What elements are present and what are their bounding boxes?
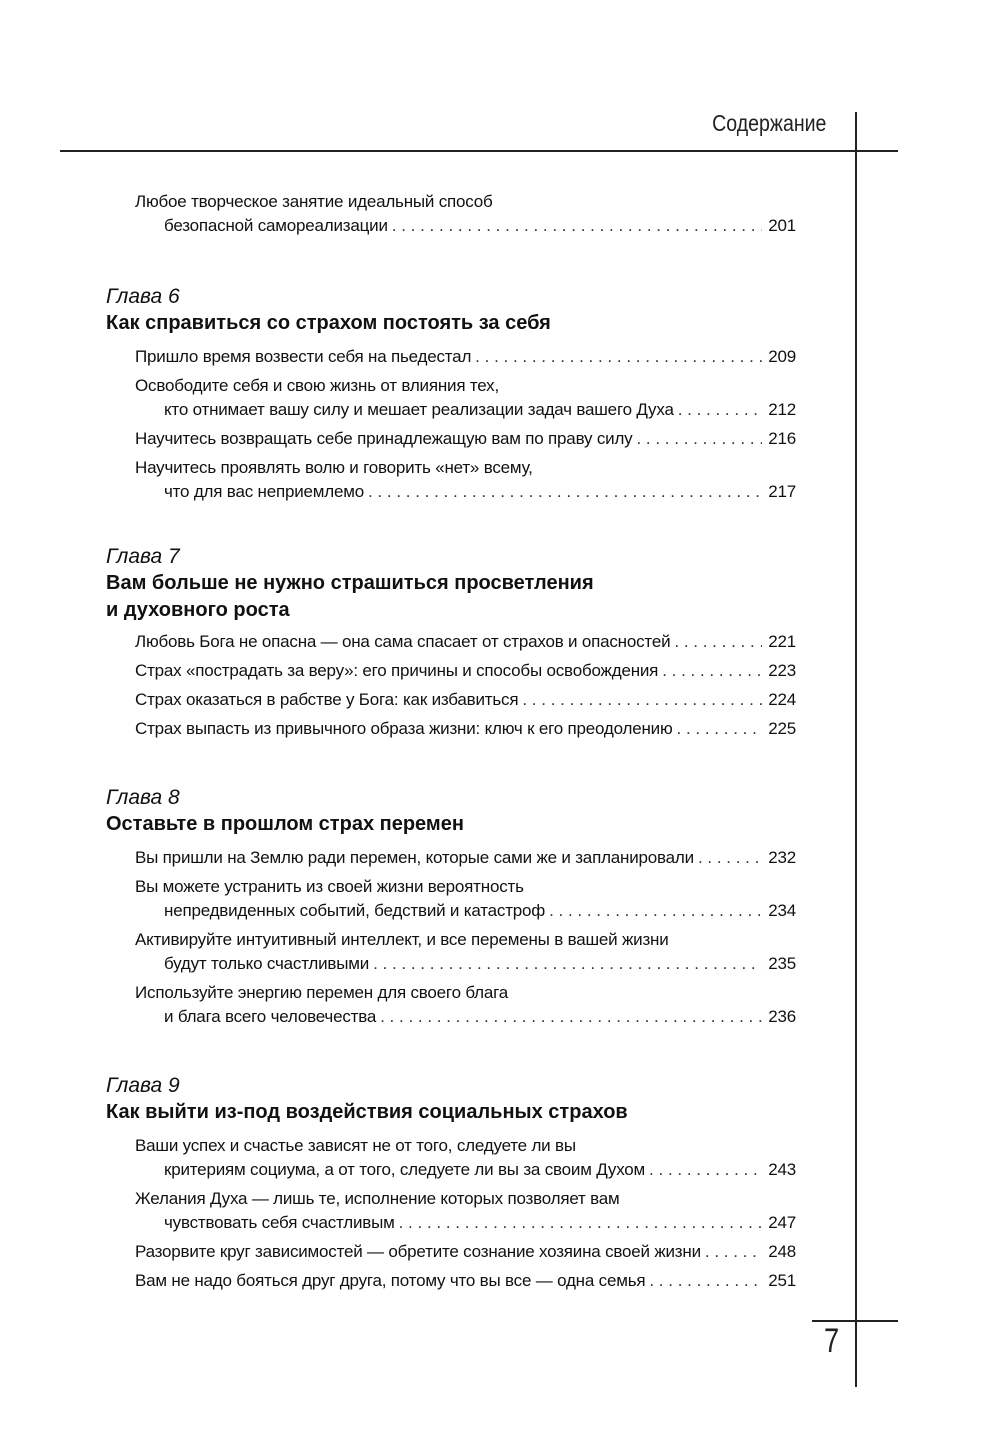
toc-entry-line: Освободите себя и свою жизнь от влияния тех,: [135, 376, 499, 395]
toc-entry[interactable]: [135, 875, 796, 923]
toc-entry-line: Вы можете устранить из своей жизни вероятность: [135, 877, 524, 896]
toc-entry[interactable]: [135, 1134, 796, 1182]
page-number: 7: [824, 1322, 840, 1360]
page-ref: 212: [768, 400, 796, 419]
leader-dots: [373, 952, 762, 976]
toc-entry-line: Научитесь проявлять волю и говорить «нет» всему,: [135, 458, 533, 477]
leader-dots: [636, 427, 762, 451]
page-ref: 236: [768, 1007, 796, 1026]
page-ref: 232: [768, 848, 796, 867]
toc-entry-line: Разорвите круг зависимостей — обретите сознание хозяина своей жизни: [135, 1242, 701, 1261]
leader-dots: [522, 688, 762, 712]
chapter-8: [106, 785, 796, 1029]
page-ref: 234: [768, 901, 796, 920]
page-ref: 243: [768, 1160, 796, 1179]
toc-entry[interactable]: [135, 659, 796, 683]
toc-entry-line: Активируйте интуитивный интеллект, и все перемены в вашей жизни: [135, 930, 669, 949]
chapter-label: Глава 7: [106, 545, 180, 568]
toc-entry-line: Страх «пострадать за веру»: его причины и способы освобождения: [135, 661, 659, 680]
toc-entry-line: будут только счастливыми: [164, 954, 370, 973]
leader-dots: [705, 1240, 762, 1264]
chapter-title[interactable]: Как справиться со страхом постоять за себя: [106, 312, 551, 334]
leader-dots: [678, 398, 762, 422]
chapter-title[interactable]: [106, 570, 796, 624]
leader-dots: [674, 630, 762, 654]
leader-dots: [368, 480, 762, 504]
toc-entry-line: кто отнимает вашу силу и мешает реализации задач вашего Духа: [164, 400, 674, 419]
toc-entry[interactable]: [135, 981, 796, 1029]
running-header: Содержание: [711, 110, 826, 136]
toc-entry[interactable]: [135, 1269, 796, 1293]
leader-dots: [677, 717, 762, 741]
chapter-7: [106, 544, 796, 741]
toc-entry-line: Страх оказаться в рабстве у Бога: как избавиться: [135, 690, 519, 709]
page-ref: 217: [768, 482, 796, 501]
chapter-6: [106, 284, 796, 504]
chapter-title-line: и духовного роста: [106, 599, 290, 621]
toc-entry-line: Ваши успех и счастье зависят не от того, следуете ли вы: [135, 1136, 576, 1155]
leader-dots: [399, 1211, 762, 1235]
toc-entry[interactable]: [135, 717, 796, 741]
toc-entry[interactable]: [135, 456, 796, 504]
toc-entry-line: Используйте энергию перемен для своего блага: [135, 983, 508, 1002]
leader-dots: [698, 846, 762, 870]
chapter-title[interactable]: Как выйти из-под воздействия социальных страхов: [106, 1101, 628, 1123]
toc-entry-line: непредвиденных событий, бедствий и катастроф: [164, 901, 546, 920]
toc-entry[interactable]: [135, 846, 796, 870]
toc-entry-line: критериям социума, а от того, следуете ли вы за своим Духом: [164, 1160, 646, 1179]
leader-dots: [649, 1269, 762, 1293]
toc-entry[interactable]: [135, 1187, 796, 1235]
toc-entry-line: Любовь Бога не опасна — она сама спасает от страхов и опасностей: [135, 632, 671, 651]
toc-entry[interactable]: [135, 688, 796, 712]
margin-rule: [855, 112, 857, 1387]
chapter-9: [106, 1073, 796, 1293]
chapter-title[interactable]: Оставьте в прошлом страх перемен: [106, 813, 464, 835]
page-ref: 251: [768, 1271, 796, 1290]
toc-entry[interactable]: [135, 427, 796, 451]
toc-entry[interactable]: [135, 1240, 796, 1264]
page-ref: 201: [768, 216, 796, 235]
chapter-label: Глава 9: [106, 1074, 180, 1097]
toc-entry-line: Вы пришли на Землю ради перемен, которые сами же и запланировали: [135, 848, 694, 867]
chapter-title-line: Вам больше не нужно страшиться просветления: [106, 572, 594, 594]
toc-entry[interactable]: [135, 190, 796, 238]
table-of-contents: [106, 190, 796, 1298]
leader-dots: [392, 214, 762, 238]
page-ref: 216: [768, 429, 796, 448]
page-ref: 248: [768, 1242, 796, 1261]
chapter-label: Глава 8: [106, 786, 180, 809]
leader-dots: [649, 1158, 762, 1182]
toc-entry-line: Желания Духа — лишь те, исполнение которых позволяет вам: [135, 1189, 620, 1208]
toc-entry[interactable]: [135, 345, 796, 369]
toc-entry-line: безопасной самореализации: [164, 216, 388, 235]
toc-entry[interactable]: [135, 928, 796, 976]
chapter-label: Глава 6: [106, 285, 180, 308]
toc-entry-line: Пришло время возвести себя на пьедестал: [135, 347, 472, 366]
toc-entry-line: чувствовать себя счастливым: [164, 1213, 395, 1232]
page-ref: 221: [768, 632, 796, 651]
leader-dots: [475, 345, 762, 369]
toc-entry-line: и блага всего человечества: [164, 1007, 377, 1026]
page-ref: 209: [768, 347, 796, 366]
page-ref: 247: [768, 1213, 796, 1232]
toc-entry-line: Любое творческое занятие идеальный способ: [135, 192, 493, 211]
page-ref: 225: [768, 719, 796, 738]
toc-entry-line: Научитесь возвращать себе принадлежащую вам по праву силу: [135, 429, 633, 448]
toc-entry-line: что для вас неприемлемо: [164, 482, 364, 501]
toc-entry[interactable]: [135, 630, 796, 654]
page-ref: 235: [768, 954, 796, 973]
page-ref: 224: [768, 690, 796, 709]
leader-dots: [549, 899, 762, 923]
leader-dots: [662, 659, 762, 683]
toc-entry-line: Вам не надо бояться друг друга, потому что вы все — одна семья: [135, 1271, 646, 1290]
toc-entry[interactable]: [135, 374, 796, 422]
page-ref: 223: [768, 661, 796, 680]
header-rule: [60, 150, 898, 152]
toc-entry-line: Страх выпасть из привычного образа жизни: ключ к его преодолению: [135, 719, 673, 738]
leader-dots: [380, 1005, 762, 1029]
